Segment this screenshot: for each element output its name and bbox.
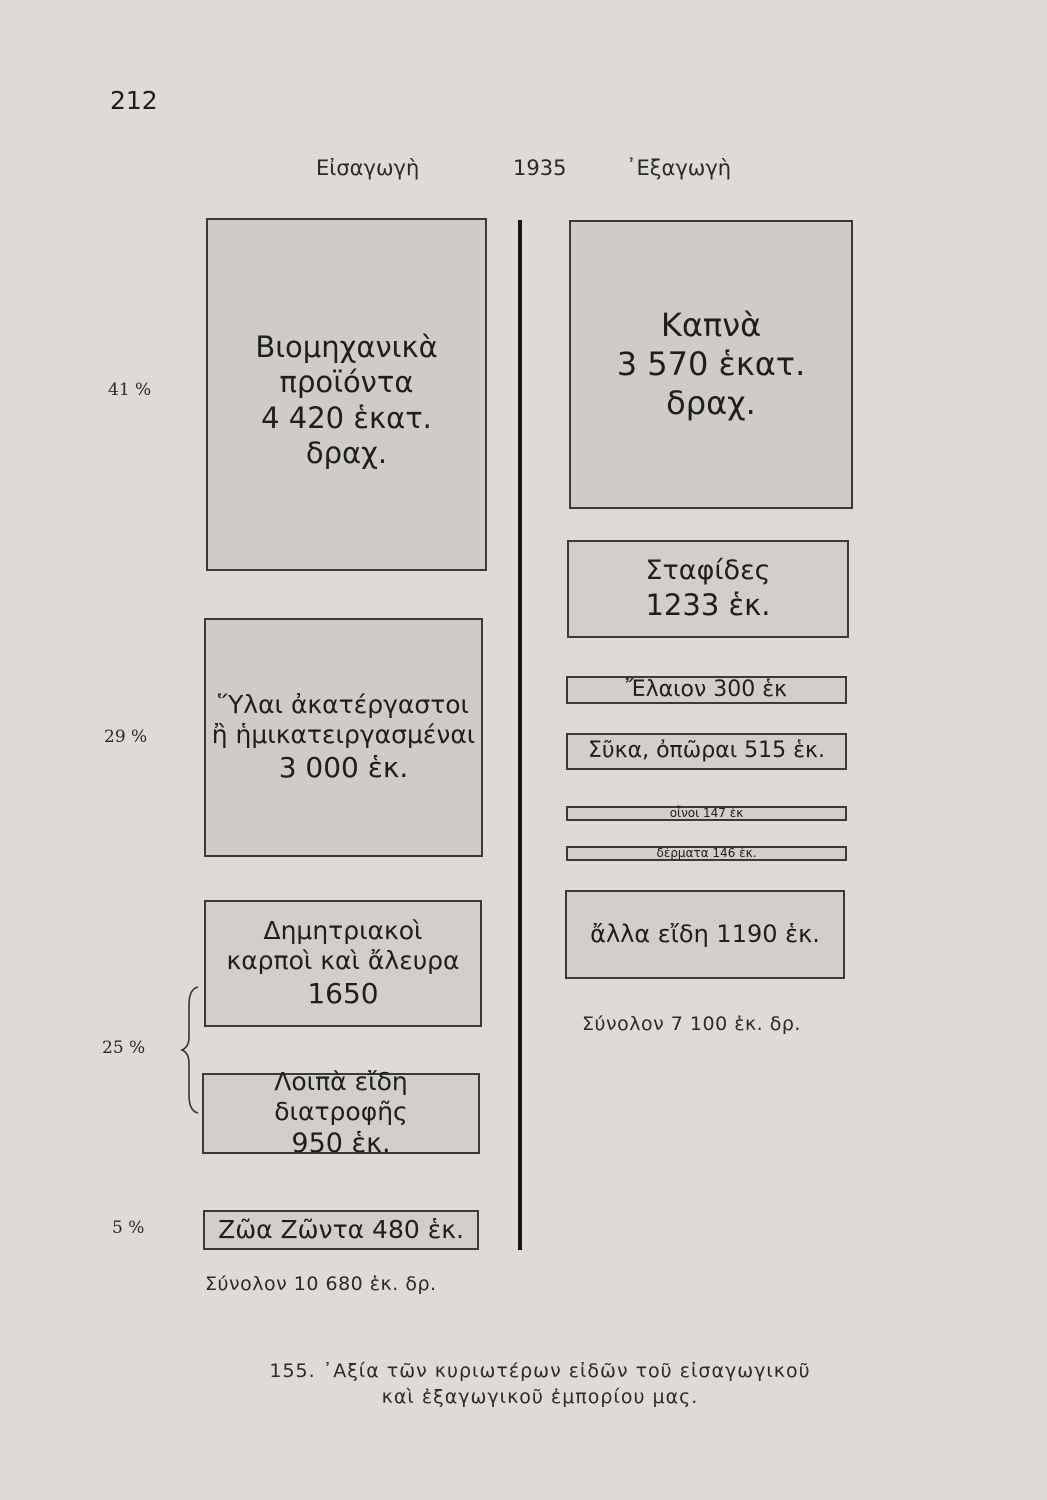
- bar-raw-materials: [204, 618, 483, 857]
- year-heading: 1935: [513, 156, 567, 180]
- bar-label: οἶνοι 147 ἑκ: [669, 806, 744, 821]
- imports-total: Σύνολον 10 680 ἑκ. δρ.: [205, 1273, 437, 1295]
- bar-label: Καπνὰ: [660, 305, 762, 344]
- bar-label: Ὕλαι ἀκατέργαστοι: [217, 689, 470, 719]
- bar-cereals-flour: [204, 900, 482, 1027]
- bar-other-foodstuffs: [202, 1066, 480, 1159]
- page-number: 212: [110, 86, 158, 115]
- bar-label: Δημητριακοὶ: [263, 915, 423, 945]
- bar-label: ἢ ἡμικατειργασμέναι: [211, 720, 476, 750]
- bar-label: Βιομηχανικὰ: [255, 329, 438, 364]
- caption-line: καὶ ἐξαγωγικοῦ ἐμπορίου μας.: [381, 1386, 699, 1408]
- bar-label: 1650: [307, 976, 379, 1010]
- percent-label: 29 %: [104, 727, 148, 747]
- bar-olive-oil: [566, 676, 847, 704]
- grouping-brace: [180, 985, 204, 1115]
- imports-heading: Εἰσαγωγὴ: [316, 156, 420, 180]
- bar-tobacco: [569, 220, 853, 509]
- percent-label: 5 %: [112, 1218, 145, 1238]
- center-divider: [518, 220, 522, 1250]
- bar-label: Ἔλαιον 300 ἑκ: [625, 676, 788, 702]
- percent-label: 25 %: [102, 1038, 146, 1058]
- bar-label: Λοιπὰ εἴδη διατροφῆς: [274, 1066, 408, 1127]
- bar-figs-fruit: [566, 733, 847, 770]
- bar-label: 3 570 ἑκατ.: [616, 344, 806, 383]
- bar-label: προϊόντα: [279, 365, 414, 400]
- bar-label: καρποὶ καὶ ἄλευρα: [226, 946, 460, 976]
- bar-label: Σταφίδες: [645, 554, 771, 586]
- bar-label: δραχ.: [305, 435, 388, 470]
- bar-label: 4 420 ἑκατ.: [261, 400, 432, 435]
- bar-other-goods: [565, 890, 845, 979]
- figure-caption: [200, 1360, 880, 1408]
- bar-label: 3 000 ἑκ.: [278, 750, 409, 784]
- bar-wines: [566, 806, 847, 821]
- bar-label: δραχ.: [666, 384, 756, 423]
- bar-label: Σῦκα, ὀπῶραι 515 ἑκ.: [588, 738, 825, 764]
- bar-raisins: [567, 540, 849, 638]
- percent-label: 41 %: [108, 380, 152, 400]
- bar-live-animals: [203, 1210, 479, 1250]
- caption-line: 155. ᾿Αξία τῶν κυριωτέρων εἰδῶν τοῦ εἰσαγωγικοῦ: [269, 1360, 811, 1382]
- exports-heading: ᾿Εξαγωγὴ: [626, 156, 732, 180]
- bar-hides: [566, 846, 847, 861]
- bar-label: δέρματα 146 ἑκ.: [656, 846, 757, 861]
- bar-industrial-products: [206, 218, 487, 571]
- bar-label: ἄλλα εἴδη 1190 ἑκ.: [590, 919, 820, 948]
- bar-label: 1233 ἑκ.: [645, 587, 771, 622]
- exports-total: Σύνολον 7 100 ἑκ. δρ.: [582, 1013, 801, 1035]
- bar-label: 950 ἑκ.: [291, 1127, 391, 1159]
- bar-label: Ζῶα Ζῶντα 480 ἑκ.: [218, 1214, 464, 1244]
